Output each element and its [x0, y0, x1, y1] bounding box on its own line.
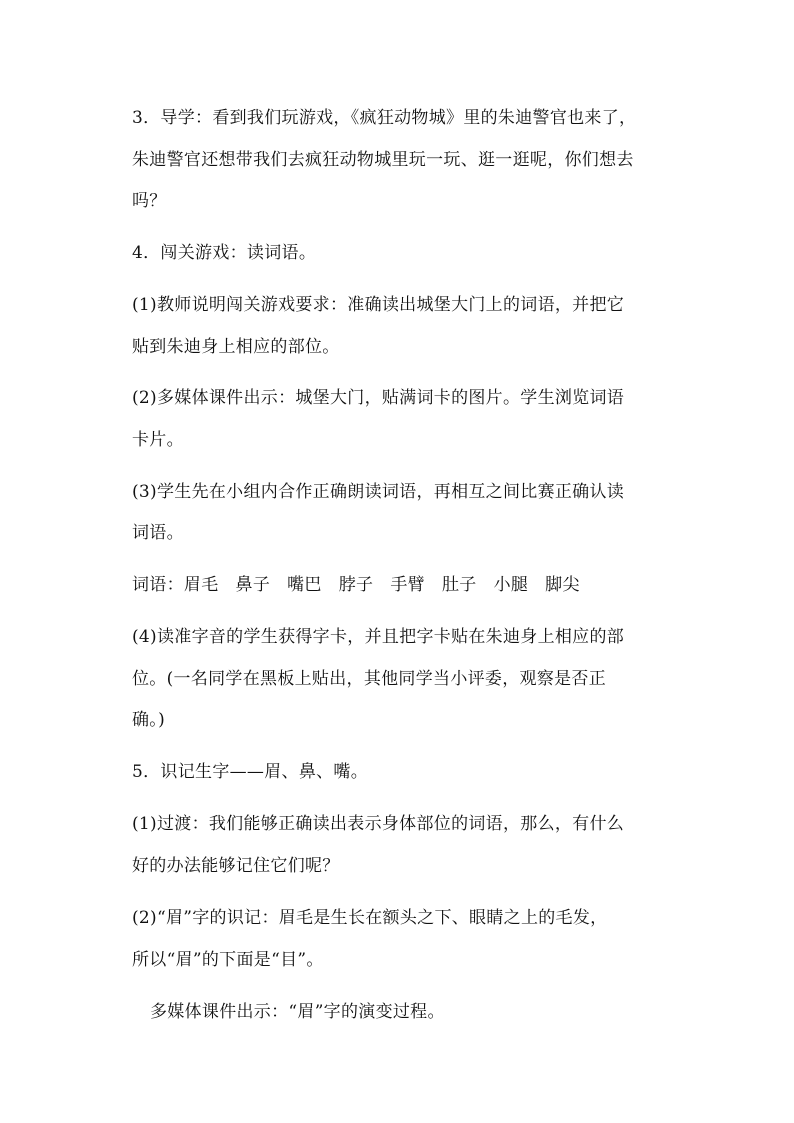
- paragraph-line: 朱迪警官还想带我们去疯狂动物城里玩一玩、逛一逛呢，你们想去: [132, 150, 634, 170]
- paragraph-line: 位。(一名同学在黑板上贴出，其他同学当小评委，观察是否正: [132, 669, 607, 689]
- vocab-word: 脖子: [338, 575, 374, 595]
- paragraph-line: (3)学生先在小组内合作正确朗读词语，再相互之间比赛正确认读: [132, 482, 625, 502]
- paragraph-line: 确。): [132, 710, 166, 730]
- paragraph-line: (1)教师说明闯关游戏要求：准确读出城堡大门上的词语，并把它: [132, 295, 625, 315]
- paragraph-line: 好的办法能够记住它们呢？: [132, 856, 340, 876]
- paragraph-line: 3．导学：看到我们玩游戏，《疯狂动物城》里的朱迪警官也来了，: [132, 108, 637, 128]
- paragraph-line: (2)“眉”字的识记：眉毛是生长在额头之下、眼睛之上的毛发，: [132, 908, 608, 928]
- vocab-word: 嘴巴: [287, 575, 322, 595]
- section-heading: 5．识记生字——眉、鼻、嘴。: [132, 762, 369, 782]
- vocab-word: 脚尖: [545, 575, 580, 595]
- paragraph-line: 词语。: [132, 523, 184, 543]
- paragraph-line: (1)过渡：我们能够正确读出表示身体部位的词语，那么，有什么: [132, 814, 625, 834]
- vocab-list: [132, 575, 597, 595]
- paragraph-line: 所以“眉”的下面是“目”。: [132, 950, 324, 970]
- paragraph-line: 吗？: [132, 191, 167, 211]
- vocab-word: 小腿: [493, 575, 529, 595]
- vocab-word: 手臂: [390, 575, 425, 595]
- vocab-label: 词语：: [132, 575, 184, 595]
- paragraph-line: 卡片。: [132, 430, 184, 450]
- vocab-word: 眉毛: [183, 575, 219, 595]
- paragraph-line: 贴到朱迪身上相应的部位。: [132, 337, 340, 357]
- paragraph-line: 多媒体课件出示：“眉”字的演变过程。: [150, 1002, 445, 1022]
- section-heading: 4．闯关游戏：读词语。: [132, 243, 317, 263]
- paragraph-line: (2)多媒体课件出示：城堡大门，贴满词卡的图片。学生浏览词语: [132, 388, 625, 408]
- vocab-word: 肚子: [441, 575, 477, 595]
- vocab-word: 鼻子: [235, 575, 271, 595]
- paragraph-line: (4)读准字音的学生获得字卡，并且把字卡贴在朱迪身上相应的部: [132, 627, 625, 647]
